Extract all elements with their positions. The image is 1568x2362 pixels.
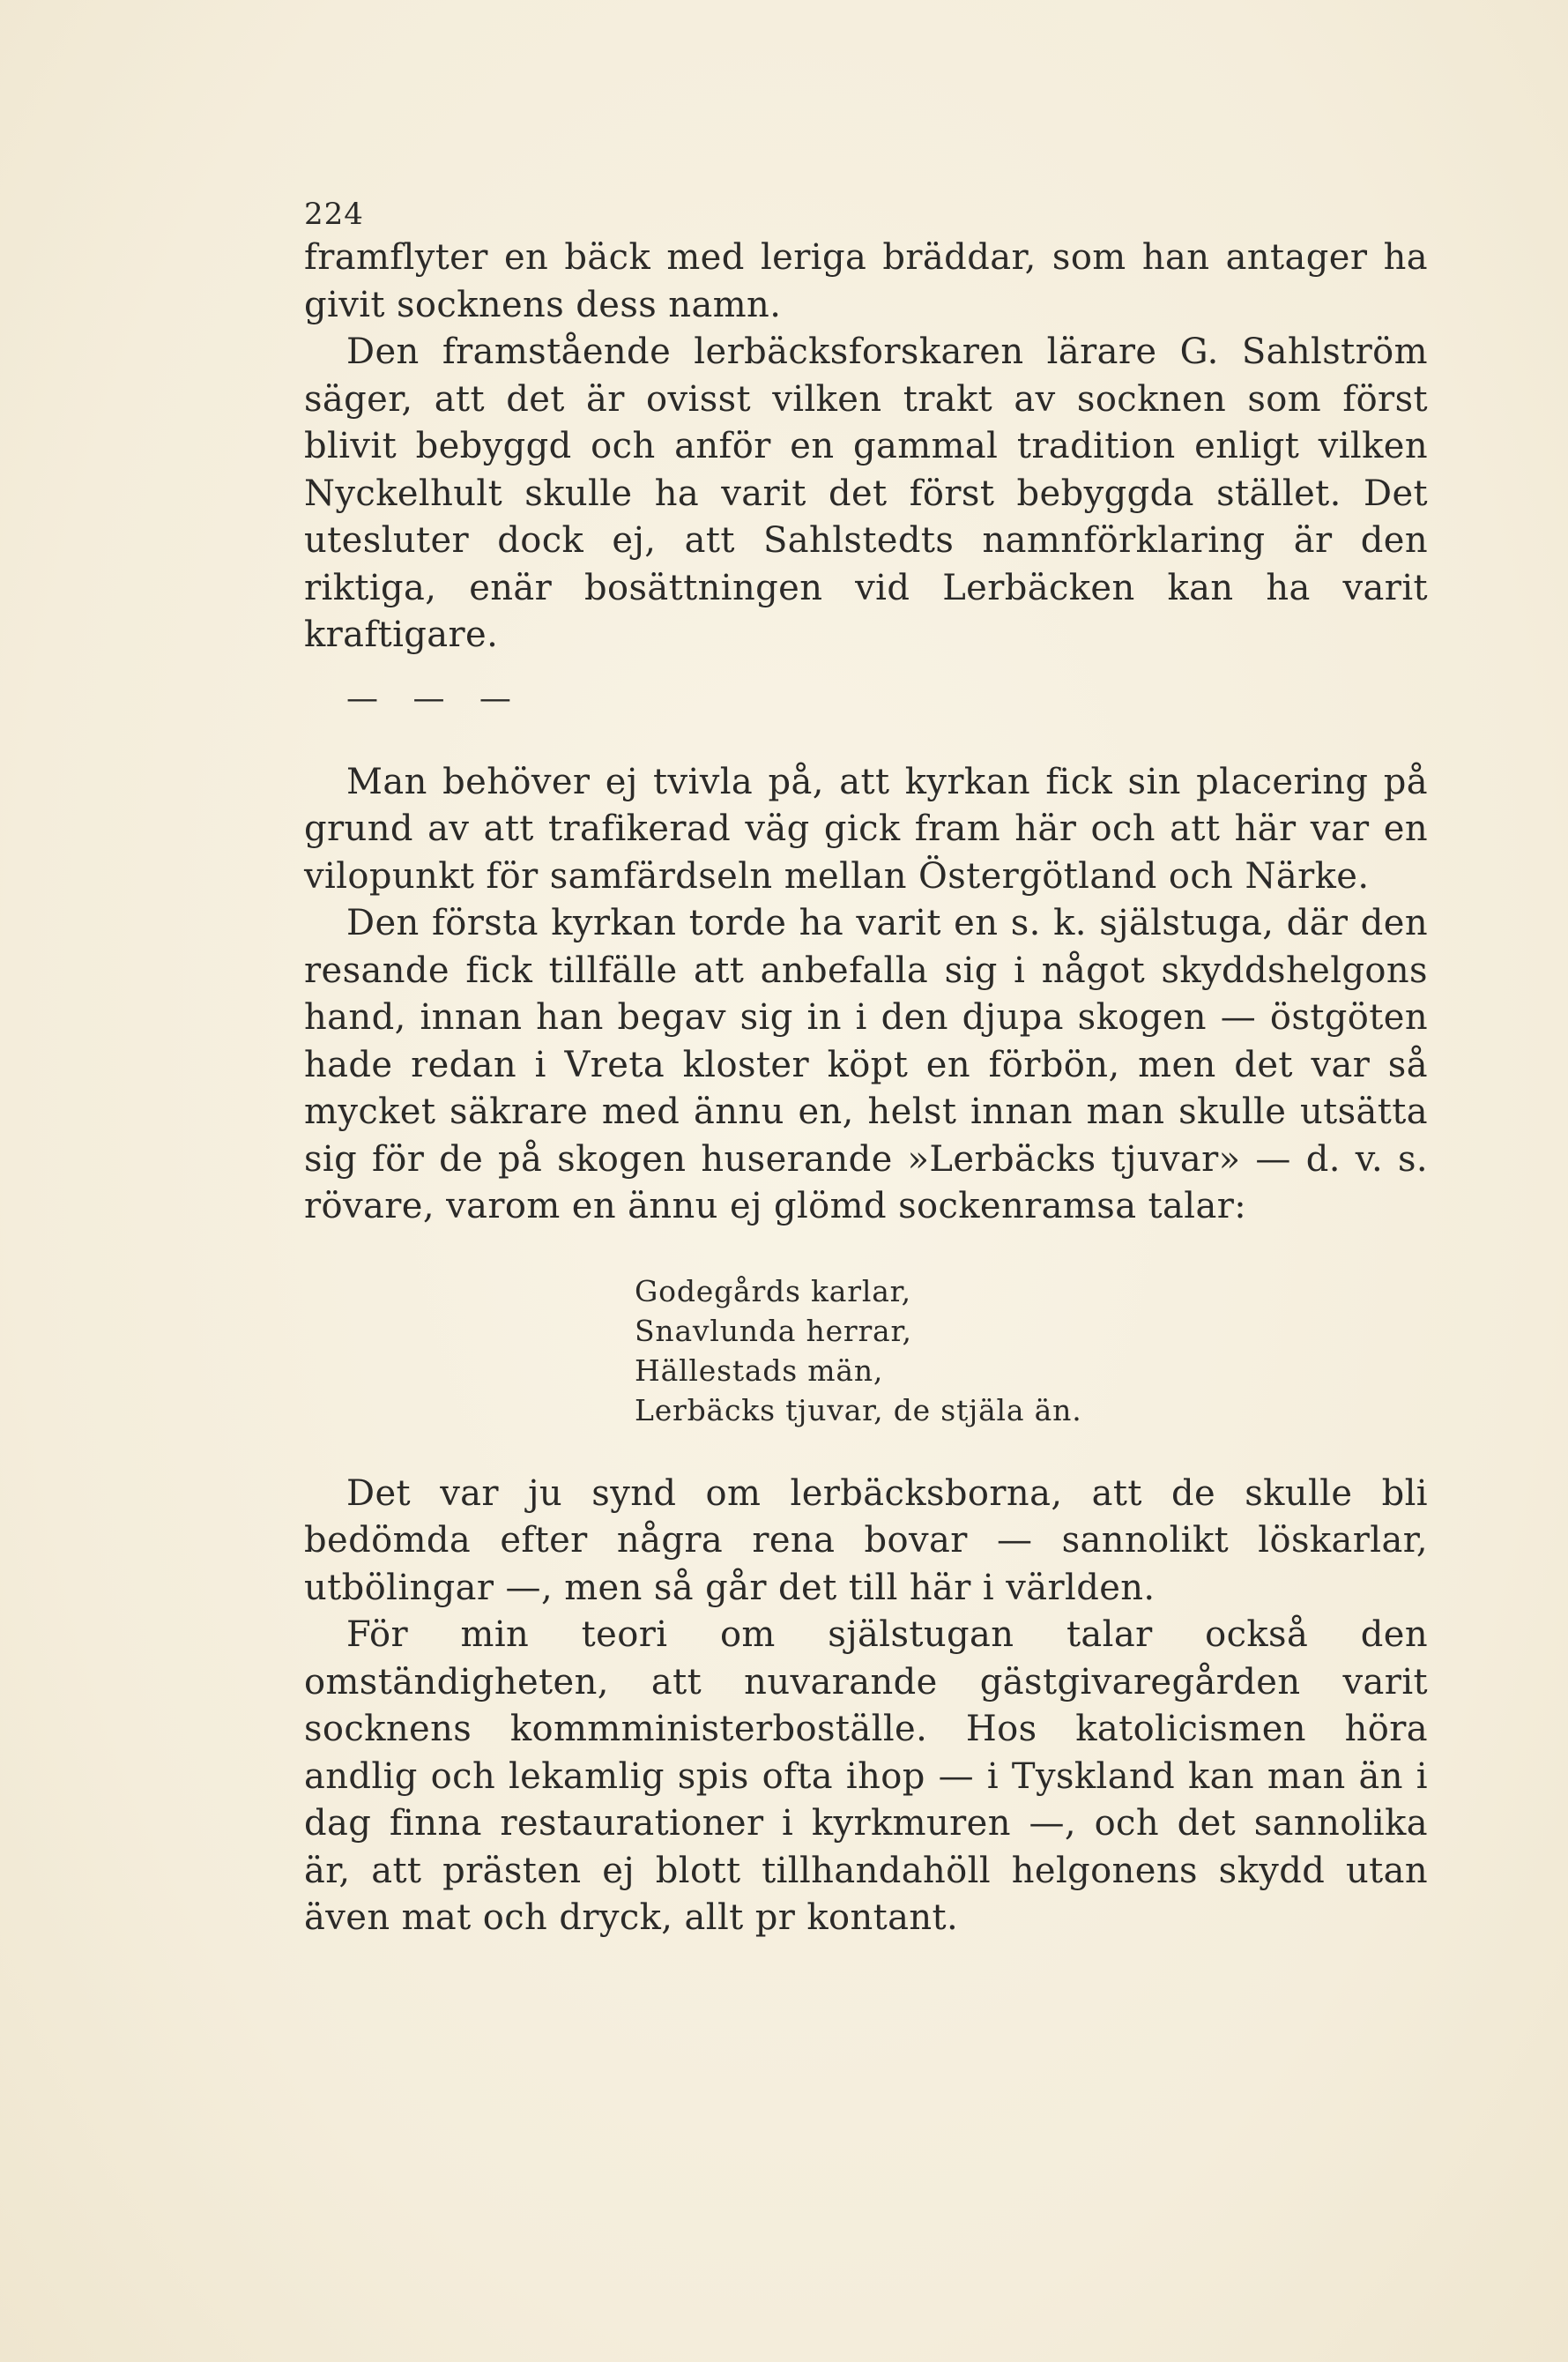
paragraph-continued: framflyter en bäck med leriga bräddar, som han antager ha givit socknens dess namn.	[304, 237, 1428, 325]
paragraph-lerbacksborna: Det var ju synd om lerbäcksborna, att de skulle bli bedömda efter några rena bovar — sannolikt löskarlar, utbölingar —, men så går det till här i världen.	[304, 1472, 1428, 1608]
verse-line: Hällestads män,	[635, 1352, 884, 1388]
paragraph-kyrkan: Man behöver ej tvivla på, att kyrkan fick sin placering på grund av att trafikerad väg gick fram här och att här var en vilopunkt för samfärdseln mellan Östergötland och Närke.	[304, 761, 1428, 897]
verse-line: Lerbäcks tjuvar, de stjäla än.	[635, 1392, 1082, 1427]
page-text-block	[304, 194, 1428, 1942]
verse-sockenramsa	[635, 1271, 1428, 1430]
verse-line: Godegårds karlar,	[635, 1273, 911, 1308]
section-break: — — —	[346, 680, 524, 717]
paragraph-sahlstrom: Den framstående lerbäcksforskaren lärare G. Sahlström säger, att det är ovisst vilken trakt av socknen som först blivit bebyggd och anför en gammal tradition enligt vilken Nyckelhult skulle ha varit det först bebyggda stället. Det utesluter dock ej, att Sahlstedts namnförklaring är den riktiga, enär bosättningen vid Lerbäcken kan ha varit kraftigare.	[304, 332, 1428, 655]
paragraph-teori: För min teori om själstugan talar också den omständigheten, att nuvarande gästgivaregården varit socknens kommministerboställe. Hos katolicismen höra andlig och lekamlig spis ofta ihop — i Tyskland kan man än i dag finna restaurationer i kyrkmuren —, och det sannolika är, att prästen ej blott tillhandahöll helgonens skydd utan även mat och dryck, allt pr kontant.	[304, 1614, 1428, 1938]
verse-line: Snavlunda herrar,	[635, 1313, 912, 1348]
paragraph-sjalstuga: Den första kyrkan torde ha varit en s. k. själstuga, där den resande fick tillfälle att anbefalla sig i något skyddshelgons hand, innan han begav sig in i den djupa skogen — östgöten hade redan i Vreta kloster köpt en förbön, men det var så mycket säkrare med ännu en, helst innan man skulle utsätta sig för de på skogen huserande »Lerbäcks tjuvar» — d. v. s. rövare, varom en ännu ej glömd sockenramsa talar:	[304, 903, 1428, 1226]
page-number: 224	[304, 197, 364, 232]
